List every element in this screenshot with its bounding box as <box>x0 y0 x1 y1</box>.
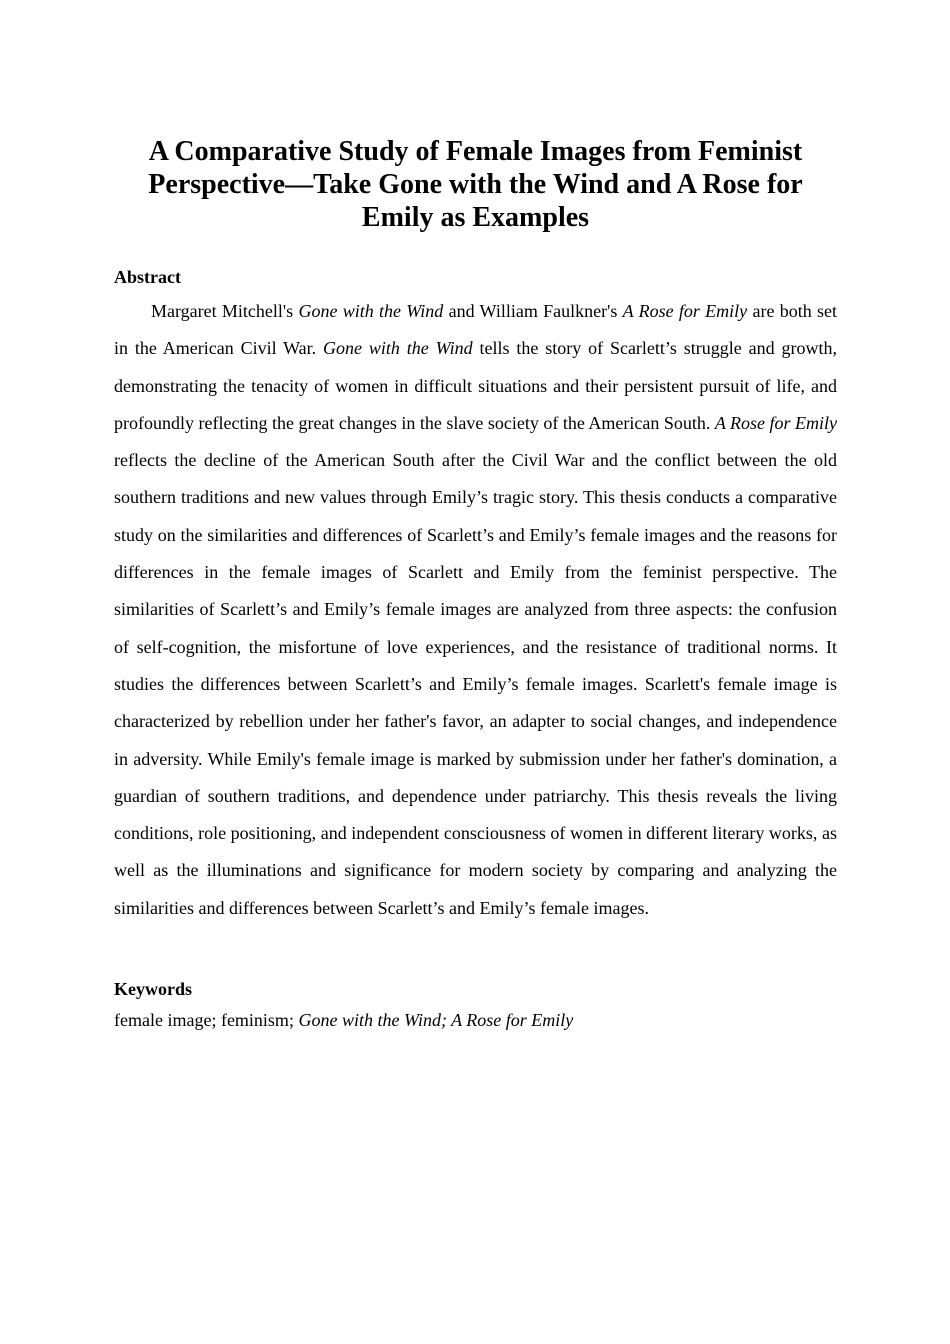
abstract-segment: reflects the decline of the American South after the Civil War and the conflict between the old southern traditions and new values through Emily’s tragic story. This thesis conducts a comparative study on the similarities and differences of Scarlett’s and Emily’s female images and the reasons for differences in the female images of Scarlett and Emily from the feminist perspective. The similarities of Scarlett’s and Emily’s female images are analyzed from three aspects: the confusion of self-cognition, the misfortune of love experiences, and the resistance of traditional norms. It studies the differences between Scarlett’s and Emily’s female images. Scarlett's female image is characterized by rebellion under her father's favor, an adapter to social changes, and independence in adversity. While Emily's female image is marked by submission under her father's domination, a guardian of southern traditions, and dependence under patriarchy. This thesis reveals the living conditions, role positioning, and independent consciousness of women in different literary works, as well as the illuminations and significance for modern society by comparing and analyzing the similarities and differences between Scarlett’s and Emily’s female images. <box>114 450 837 918</box>
abstract-heading: Abstract <box>114 267 181 287</box>
keywords-segment-italic: Gone with the Wind; A Rose for Emily <box>298 1010 574 1031</box>
keywords-list <box>114 1008 837 1032</box>
abstract-segment: tells the story of Scarlett’s struggle and growth, demonstrating the tenacity of women in difficult situations and their persistent pursuit of life, and profoundly reflecting the great changes in the slave society of the American South. <box>114 338 837 433</box>
title-line-1: A Comparative Study of Female Images from Feminist <box>148 136 803 167</box>
abstract-segment: are both set in the American Civil War. <box>114 301 838 359</box>
keywords-heading: Keywords <box>114 979 192 1000</box>
document-page <box>114 135 837 1032</box>
keywords-segment: female image; feminism; <box>114 1010 299 1031</box>
abstract-segment-italic: A Rose for Emily <box>622 301 748 321</box>
abstract-segment-italic: Gone with the Wind <box>323 338 473 359</box>
page-title <box>114 135 837 234</box>
abstract-segment-italic: Gone with the Wind <box>298 301 444 321</box>
abstract-segment: Margaret Mitchell's <box>151 301 299 321</box>
abstract-segment: and William Faulkner's <box>443 301 623 321</box>
title-line-3: Emily as Examples <box>361 202 590 233</box>
abstract-segment-italic: A Rose for Emily <box>714 412 837 433</box>
title-line-2: Perspective—Take Gone with the Wind and A Rose for <box>148 169 803 200</box>
abstract-paragraph <box>114 293 837 927</box>
